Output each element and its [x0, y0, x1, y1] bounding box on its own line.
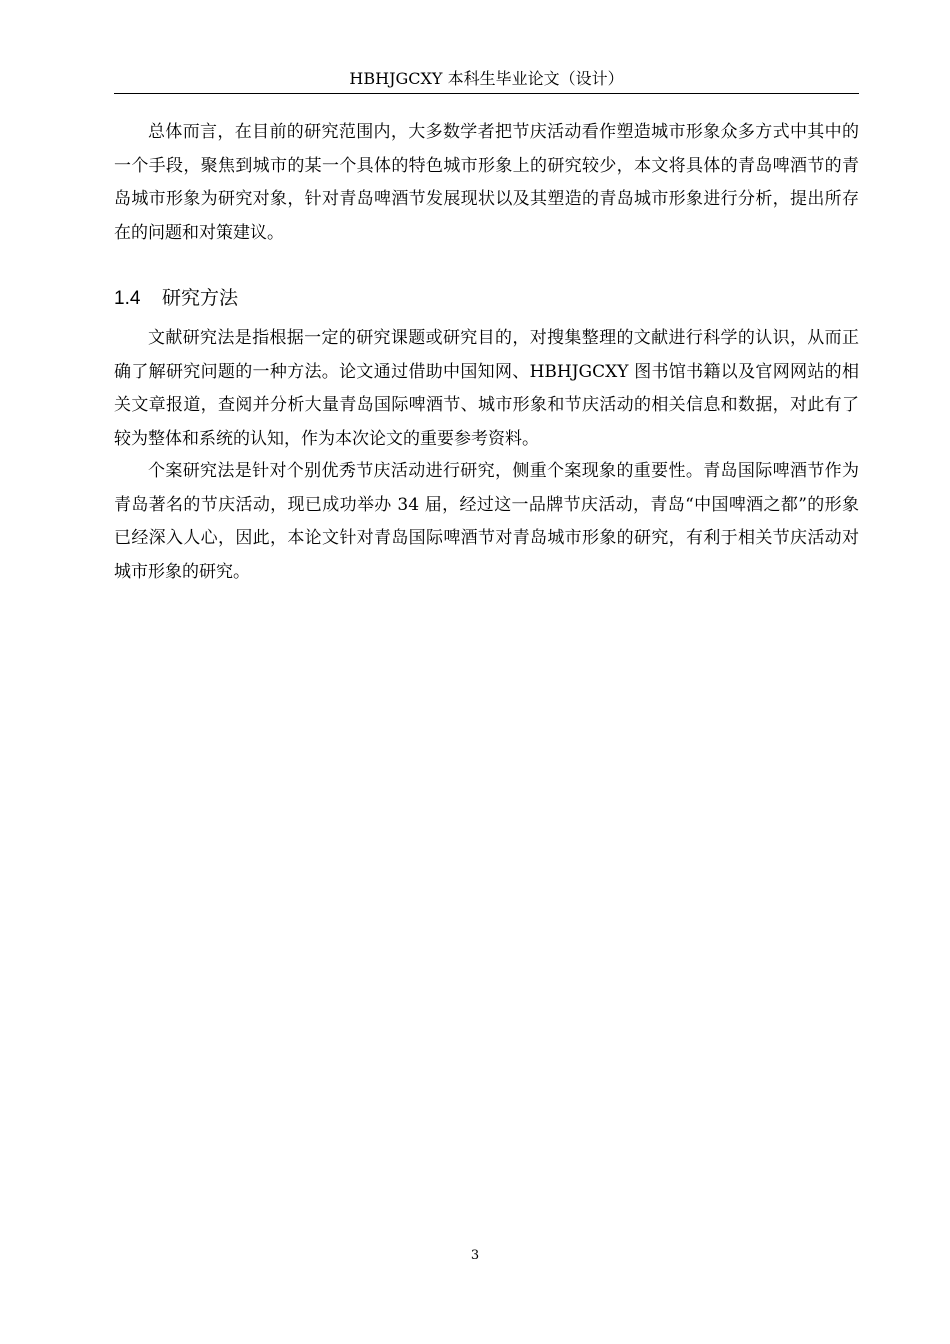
section-number: 1.4 [114, 288, 141, 309]
body-paragraph: 个案研究法是针对个别优秀节庆活动进行研究，侧重个案现象的重要性。青岛国际啤酒节作为青岛著名的节庆活动，现已成功举办 34 届，经过这一品牌节庆活动，青岛“中国啤酒之都”的形象已经深入人心，因此，本论文针对青岛国际啤酒节对青岛城市形象的研究，有利于相关节庆活动对城市形象的研究。 [114, 461, 859, 582]
header-divider [114, 93, 859, 94]
page-number: 3 [470, 1248, 480, 1263]
body-paragraph: 总体而言，在目前的研究范围内，大多数学者把节庆活动看作塑造城市形象众多方式中其中的一个手段，聚焦到城市的某一个具体的特色城市形象上的研究较少，本文将具体的青岛啤酒节的青岛城市形象为研究对象，针对青岛啤酒节发展现状以及其塑造的青岛城市形象进行分析，提出所存在的问题和对策建议。 [114, 122, 859, 243]
section-title: 研究方法 [162, 287, 239, 309]
section-heading [114, 282, 238, 315]
running-header: HBHJGCXY 本科生毕业论文（设计） [349, 69, 624, 88]
body-paragraph: 文献研究法是指根据一定的研究课题或研究目的，对搜集整理的文献进行科学的认识，从而正确了解研究问题的一种方法。论文通过借助中国知网、HBHJGCXY 图书馆书籍以及官网网站的相关文章报道，查阅并分析大量青岛国际啤酒节、城市形象和节庆活动的相关信息和数据，对此有了较为整体和系统的认知，作为本次论文的重要参考资料。 [114, 328, 859, 449]
